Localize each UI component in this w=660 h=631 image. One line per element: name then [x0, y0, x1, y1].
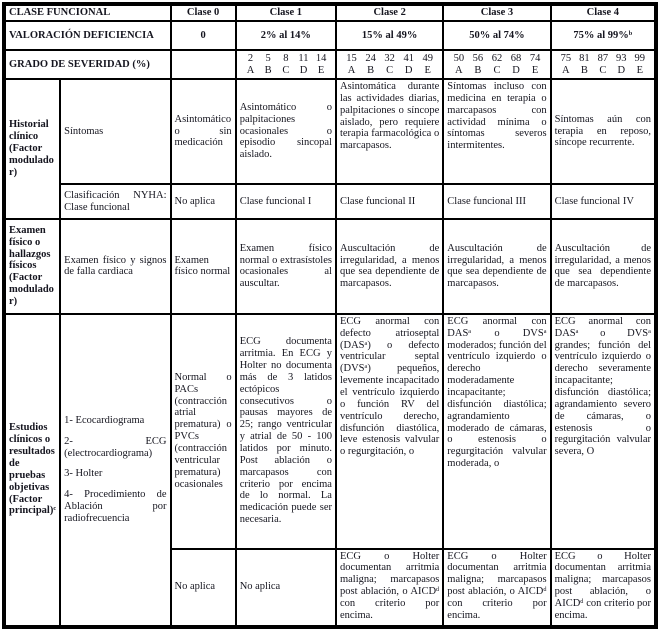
estudios-secundario-clase-4: ECG o Holter documentan arritmia maligna; marcapasos post ablación, o AICDᵈ con criterio por encima. [551, 549, 656, 627]
estudios-secundario-clase-0: No aplica [171, 549, 236, 627]
examen-clase-1: Examen físico normal o extrasístoles ocasionales al auscultar. [236, 219, 336, 314]
valoracion-clase-4: 75% al 99%ᵇ [551, 21, 656, 50]
grado-clase-0-empty [171, 50, 236, 79]
grado-clase-2 [336, 50, 443, 79]
grado-clase-3-numbers: 50 56 62 68 74 [453, 52, 541, 64]
examen-clase-0: Examen físico normal [171, 219, 236, 314]
grado-clase-1-numbers: 2 5 8 11 14 [247, 52, 327, 64]
estudios-item-ablacion: 4- Procedimiento de Ablación por radiofrecuencia [64, 489, 167, 525]
examen-row [4, 219, 656, 314]
header-row [4, 4, 656, 21]
estudios-principal-clase-2: ECG anormal con defecto atrioseptal (DASᵃ) o defecto ventricular septal (DVSᵃ) pequeños, levemente incapacitado el ventrículo izquierdo o función RV del ventrículo derecho, disfunción diastólica, leve estenosis valvular o regurgitación, o [336, 314, 443, 549]
header-clase-funcional: CLASE FUNCIONAL [4, 4, 171, 21]
sintomas-clase-3: Síntomas incluso con medicina en terapia o marcapasos con actividad mínima o síntomas severos intermitentes. [443, 79, 550, 184]
examen-header: Examen físico o hallazgos físicos (Factor modulador) [4, 219, 60, 314]
grado-clase-1-letters: A B C D E [246, 64, 325, 76]
grado-clase-2-letters: A B C D E [347, 64, 431, 76]
examen-clase-3: Auscultación de irregularidad, a menos que sea dependiente de marcapasos. [443, 219, 550, 314]
sintomas-clase-4: Síntomas aún con terapia en reposo, síncope recurrente. [551, 79, 656, 184]
grado-clase-3 [443, 50, 550, 79]
estudios-principal-clase-4: ECG anormal con DASᵃ o DVSᵃ grandes; función del ventrículo izquierdo o derecho severamente incapacitante; disfunción diastólica; agrandamiento severo de cámaras, o estenosis o regurgitación valvular severa, O [551, 314, 656, 549]
estudios-item-ecocardiograma: 1- Ecocardiograma [64, 414, 145, 426]
estudios-principal-clase-1: ECG documenta arritmia. En ECG y Holter no documenta más de 3 latidos ectópicos consecutivos o pausas mayores de 25; rango ventricular y atrial de 50 - 100 latidos por minuto. Post ablación o marcapasos con criterio por encima de lo normal. La medicación puede ser necesaria. [236, 314, 336, 549]
nyha-row [4, 184, 656, 219]
valoracion-label: VALORACIÓN DEFICIENCIA [4, 21, 171, 50]
functional-class-table [2, 2, 658, 629]
examen-clase-4: Auscultación de irregularidad, a menos que sea dependiente de marcapasos. [551, 219, 656, 314]
estudios-secundario-clase-1: No aplica [236, 549, 336, 627]
header-clase-1: Clase 1 [236, 4, 336, 21]
examen-clase-2: Auscultación de irregularidad, a menos que sea dependiente de marcapasos. [336, 219, 443, 314]
header-clase-0: Clase 0 [171, 4, 236, 21]
examen-label: Examen físico y signos de falla cardiaca [60, 219, 170, 314]
valoracion-row [4, 21, 656, 50]
grado-label: GRADO DE SEVERIDAD (%) [4, 50, 171, 79]
sintomas-row [4, 79, 656, 184]
estudios-secundario-clase-2: ECG o Holter documentan arritmia maligna; marcapasos post ablación, o AICDᵈ con criterio por encima. [336, 549, 443, 627]
estudios-secundario-clase-3: ECG o Holter documentan arritmia maligna; marcapasos post ablación, o AICDᵈ con criterio por encima. [443, 549, 550, 627]
sintomas-label: Síntomas [60, 79, 170, 184]
nyha-clase-2: Clase funcional II [336, 184, 443, 219]
nyha-clase-0: No aplica [171, 184, 236, 219]
nyha-label: Clasificación NYHA: Clase funcional [60, 184, 170, 219]
grado-clase-1 [236, 50, 336, 79]
grado-clase-4 [551, 50, 656, 79]
grado-clase-4-letters: A B C D E [562, 64, 643, 76]
valoracion-clase-0: 0 [171, 21, 236, 50]
historial-header: Historial clínico (Factor modulador) [4, 79, 60, 219]
header-clase-2: Clase 2 [336, 4, 443, 21]
nyha-clase-4: Clase funcional IV [551, 184, 656, 219]
estudios-principal-clase-3: ECG anormal con DASᵃ o DVSᵃ moderados; función del ventrículo izquierdo o derecho moderadamente incapacitante; disfunción diastólica; agrandamiento moderado de cámaras, o estenosis o regurgitación valvular moderada, o [443, 314, 550, 549]
estudios-principal-row [4, 314, 656, 549]
estudios-item-ecg: 2- ECG (electrocardiograma) [64, 435, 167, 459]
sintomas-clase-2: Asintomática durante las actividades diarias, palpitaciones o síncope aislado, pero requiere terapia farmacológica o marcapasos. [336, 79, 443, 184]
estudios-item-holter: 3- Holter [64, 468, 103, 480]
valoracion-clase-1: 2% al 14% [236, 21, 336, 50]
estudios-header: Estudios clínicos o resultados de pruebas objetivas (Factor principal)ᶜ [4, 314, 60, 627]
header-clase-4: Clase 4 [551, 4, 656, 21]
grado-clase-2-numbers: 15 24 32 41 49 [346, 52, 434, 64]
nyha-clase-1: Clase funcional I [236, 184, 336, 219]
estudios-principal-clase-0: Normal o PACs (contracción atrial prematura) o PVCs (contracción ventricular prematura) ocasionales [171, 314, 236, 549]
estudios-lista [60, 314, 170, 627]
grado-severidad-row [4, 50, 656, 79]
sintomas-clase-1: Asintomático o palpitaciones ocasionales o episodio sincopal aislado. [236, 79, 336, 184]
valoracion-clase-3: 50% al 74% [443, 21, 550, 50]
grado-clase-4-numbers: 75 81 87 93 99 [560, 52, 646, 64]
nyha-clase-3: Clase funcional III [443, 184, 550, 219]
grado-clase-3-letters: A B C D E [455, 64, 539, 76]
sintomas-clase-0: Asintomático o sin medicación [171, 79, 236, 184]
valoracion-clase-2: 15% al 49% [336, 21, 443, 50]
header-clase-3: Clase 3 [443, 4, 550, 21]
